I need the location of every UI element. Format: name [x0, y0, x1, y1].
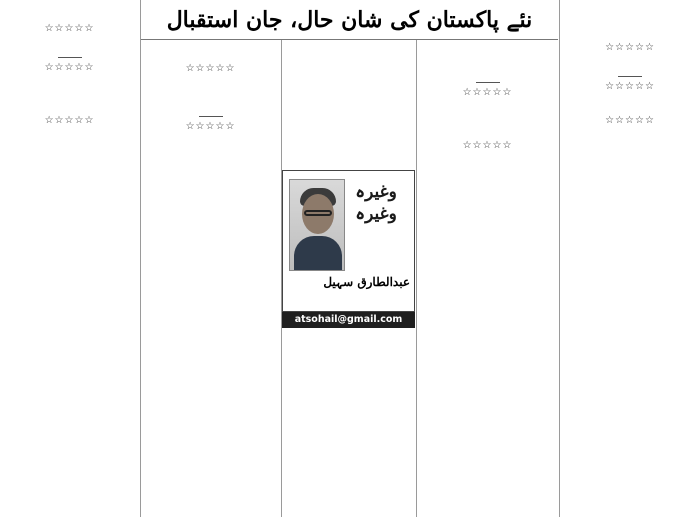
section-divider-stars: ☆☆☆☆☆: [462, 140, 513, 151]
section-divider-stars: ☆☆☆☆☆: [185, 121, 236, 132]
section-divider-stars: ☆☆☆☆☆: [605, 81, 655, 92]
column-rule: [281, 40, 282, 517]
section-end-rule: [476, 82, 500, 83]
section-end-rule: [618, 76, 642, 77]
section-divider-stars: ☆☆☆☆☆: [44, 23, 95, 34]
column-5-paragraph: [6, 4, 133, 20]
author-box: [282, 170, 415, 312]
column-2-paragraph: [423, 121, 552, 137]
column-1-paragraph: [566, 4, 694, 20]
column-3-upper: [282, 40, 415, 168]
column-2-paragraph: [423, 44, 552, 60]
column-1-paragraph: [566, 130, 694, 146]
author-photo-body: [294, 236, 342, 271]
column-4-paragraph: [147, 44, 274, 60]
column-3-paragraph: [288, 63, 409, 79]
column-badge: [344, 181, 408, 225]
author-email: atsohail@gmail.com: [282, 312, 415, 328]
column-2: [417, 40, 558, 517]
section-end-rule: [58, 57, 82, 58]
author-photo-glasses: [304, 210, 332, 216]
column-3-paragraph: [288, 370, 409, 386]
column-2-paragraph: [423, 63, 552, 79]
column-rule: [140, 0, 141, 517]
column-1-paragraph: [566, 96, 694, 112]
column-5-paragraph: [6, 38, 133, 54]
column-3-paragraph: [288, 351, 409, 367]
column-rule: [559, 0, 560, 517]
author-name: عبدالطارق سہیل: [323, 275, 410, 289]
section-divider-stars: ☆☆☆☆☆: [44, 115, 95, 126]
column-3-paragraph: [288, 44, 409, 60]
section-divider-stars: ☆☆☆☆☆: [185, 63, 236, 74]
column-4: [141, 40, 280, 517]
headline: نئے پاکستان کی شان حال، جان استقبال: [166, 6, 533, 33]
section-divider-stars: ☆☆☆☆☆: [44, 62, 95, 73]
column-1-paragraph: [566, 57, 694, 73]
section-divider-stars: ☆☆☆☆☆: [605, 115, 655, 126]
column-1-paragraph: [566, 23, 694, 39]
section-divider-stars: ☆☆☆☆☆: [605, 42, 655, 53]
author-photo: [289, 179, 345, 271]
column-5: [0, 0, 139, 517]
column-4-paragraph: [147, 155, 274, 171]
column-2-paragraph: [423, 155, 552, 171]
column-badge-line: وغیرہ: [355, 204, 397, 224]
column-4-paragraph: [147, 97, 274, 113]
headline-banner: [141, 0, 558, 40]
column-rule: [416, 40, 417, 517]
column-3-lower: [282, 330, 415, 517]
section-end-rule: [199, 116, 223, 117]
column-1: [560, 0, 700, 517]
column-3-paragraph: [288, 332, 409, 348]
column-5-paragraph: [6, 77, 133, 93]
column-4-paragraph: [147, 78, 274, 94]
column-5-paragraph: [6, 130, 133, 146]
column-5-paragraph: [6, 96, 133, 112]
column-4-paragraph: [147, 136, 274, 152]
column-2-paragraph: [423, 102, 552, 118]
section-divider-stars: ☆☆☆☆☆: [462, 87, 513, 98]
column-badge-line: وغیرہ: [355, 182, 397, 202]
